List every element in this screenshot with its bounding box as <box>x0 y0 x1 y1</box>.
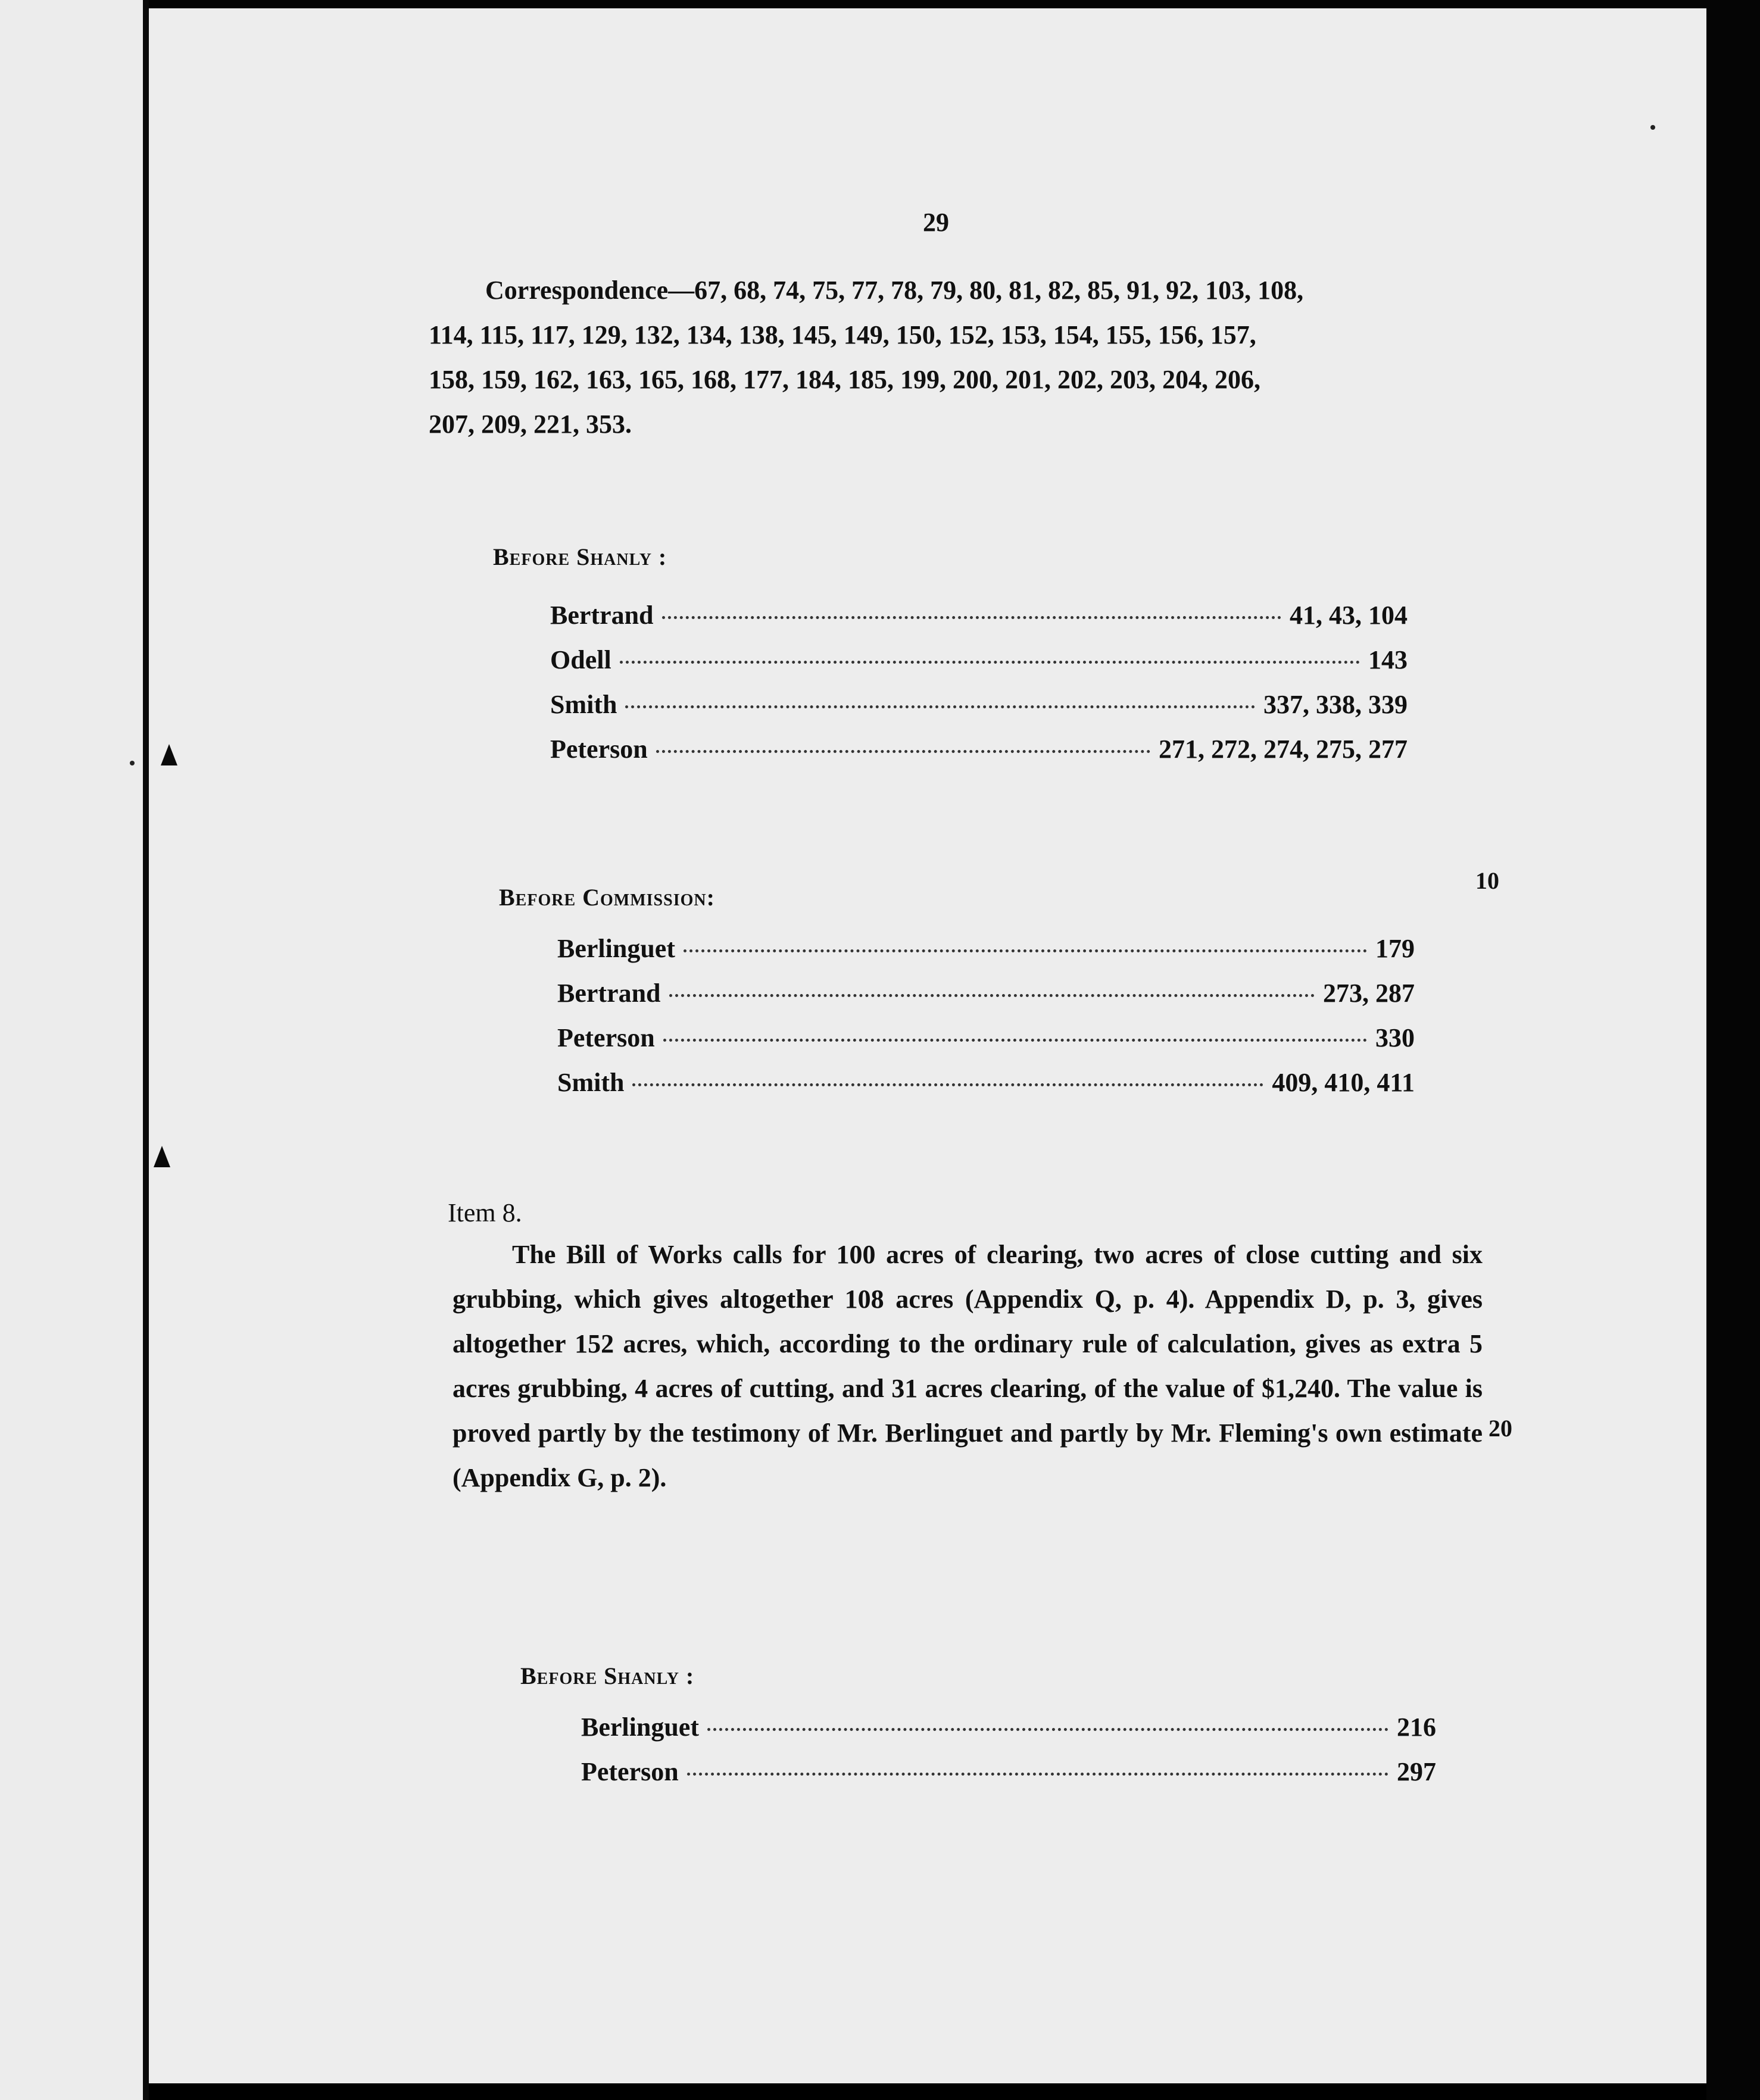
entry-name: Peterson <box>581 1757 679 1786</box>
item-text: The Bill of Works calls for 100 acres of clearing, two acres of close cutting and six grubbing, which gives altogether 108 acres (Appendix Q, p. 4). Appendix D, p. 3, gives altogether 152 acres, which, according to the ordinary rule of calculation, gives as extra 5 acres grubbing, 4 acres of cutting, and 31 acres clearing, of the value of $1,240. The value is proved partly by the testimony of Mr. Berlinguet and partly by Mr. Fleming's own estimate (Appendix G, p. 2). <box>453 1240 1483 1492</box>
dot-leader <box>620 661 1360 664</box>
entry-refs: 409, 410, 411 <box>1272 1068 1415 1097</box>
dot-leader <box>625 705 1255 708</box>
entry-name: Berlinguet <box>557 934 675 963</box>
item-paragraph <box>453 1232 1483 1500</box>
entry-name: Peterson <box>550 735 648 764</box>
left-page <box>0 0 143 2100</box>
index-entry <box>550 645 1408 689</box>
dot-leader <box>707 1728 1388 1731</box>
binding-mark <box>161 744 177 765</box>
margin-line-number: 20 <box>1488 1415 1512 1442</box>
entry-refs: 216 <box>1397 1712 1436 1742</box>
dot-leader <box>656 750 1150 753</box>
page-top-edge <box>148 0 1706 8</box>
page-number: 29 <box>923 208 949 237</box>
index-entry <box>550 689 1408 734</box>
index-entry <box>557 1023 1415 1067</box>
entry-name: Berlinguet <box>581 1712 699 1742</box>
entry-refs: 297 <box>1397 1757 1436 1786</box>
section-heading-before-commission: Before Commission: <box>499 884 715 911</box>
index-list <box>557 933 1415 1112</box>
entry-refs: 337, 338, 339 <box>1263 690 1408 719</box>
index-entry <box>581 1712 1436 1757</box>
page-right-edge <box>1706 0 1760 2100</box>
binding-edge <box>143 0 149 2100</box>
entry-name: Bertrand <box>550 601 654 630</box>
index-entry <box>557 933 1415 978</box>
correspondence-line: 207, 209, 221, 353. <box>429 410 632 439</box>
index-entry <box>550 734 1408 779</box>
section-heading-before-shanly: Before Shanly : <box>520 1662 695 1689</box>
index-entry <box>557 978 1415 1023</box>
dot-leader <box>684 949 1367 952</box>
entry-refs: 271, 272, 274, 275, 277 <box>1159 735 1408 764</box>
entry-refs: 179 <box>1375 934 1415 963</box>
dot-leader <box>662 616 1281 619</box>
correspondence-line: 114, 115, 117, 129, 132, 134, 138, 145, 149, 150, 152, 153, 154, 155, 156, 157, <box>429 320 1256 349</box>
dot-leader <box>687 1773 1388 1776</box>
entry-refs: 41, 43, 104 <box>1290 601 1408 630</box>
correspondence-line: Correspondence—67, 68, 74, 75, 77, 78, 79, 80, 81, 82, 85, 91, 92, 103, 108, <box>485 276 1304 305</box>
correspondence-line: 158, 159, 162, 163, 165, 168, 177, 184, 185, 199, 200, 201, 202, 203, 204, 206, <box>429 365 1260 394</box>
entry-name: Peterson <box>557 1023 655 1052</box>
dot-leader <box>632 1083 1263 1086</box>
index-list <box>550 600 1408 779</box>
index-list <box>581 1712 1436 1801</box>
entry-name: Bertrand <box>557 979 661 1008</box>
index-entry <box>581 1757 1436 1801</box>
correspondence-paragraph <box>429 268 1465 446</box>
index-entry <box>557 1067 1415 1112</box>
entry-refs: 330 <box>1375 1023 1415 1052</box>
margin-line-number: 10 <box>1475 867 1499 894</box>
entry-name: Smith <box>557 1068 625 1097</box>
speck <box>1650 125 1655 130</box>
entry-refs: 143 <box>1368 645 1408 674</box>
dot-leader <box>663 1039 1367 1042</box>
entry-name: Odell <box>550 645 611 674</box>
item-label: Item 8. <box>448 1198 522 1227</box>
entry-name: Smith <box>550 690 617 719</box>
entry-refs: 273, 287 <box>1323 979 1415 1008</box>
binding-mark <box>154 1146 170 1167</box>
section-heading-before-shanly: Before Shanly : <box>493 543 667 570</box>
speck <box>130 761 135 765</box>
dot-leader <box>669 994 1315 997</box>
index-entry <box>550 600 1408 645</box>
